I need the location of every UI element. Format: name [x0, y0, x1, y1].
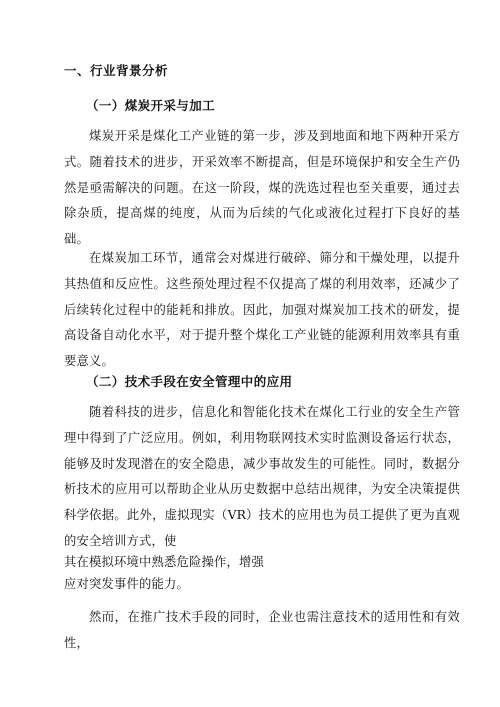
paragraph-coal-mining: 煤炭开采是煤化工产业链的第一步，涉及到地面和地下两种开采方式。随着技术的进步，开采效率不断提高，但是环境保护和安全生产仍然是亟需解决的问题。在这一阶段，煤的洗选过程也至关重要，通过去除杂质，提高煤的纯度，从而为后续的气化或液化过程打下良好的基础。	[64, 129, 460, 247]
paragraph-line-simulation: 其在模拟环境中熟悉危险操作，增强	[64, 555, 264, 569]
subsection-title-coal-mining: （一）煤炭开采与加工	[86, 98, 216, 113]
paragraph-safety-tech: 随着科技的进步，信息化和智能化技术在煤化工行业的安全生产管理中得到了广泛应用。例如，利用物联网技术实时监测设备运行状态，能够及时发现潜在的安全隐患，减少事故发生的可能性。同时，数据分析技术的应用可以帮助企业从历史数据中总结出规律，为安全决策提供科学依据。此外，虚拟现实（VR）技术的应用也为员工提供了更为直观的安全培训方式，使	[64, 405, 460, 548]
paragraph-line-emergency: 应对突发事件的能力。	[64, 577, 189, 591]
paragraph-promotion: 然而，在推广技术手段的同时，企业也需注意技术的适用性和有效性，	[64, 610, 460, 650]
section-heading: 一、行业背景分析	[64, 63, 169, 78]
paragraph-coal-processing: 在煤炭加工环节，通常会对煤进行破碎、筛分和干燥处理，以提升其热值和反应性。这些预处理过程不仅提高了煤的利用效率，还减少了后续转化过程中的能耗和排放。因此，加强对煤炭加工技术的研发，提高设备自动化水平，对于提升整个煤化工产业链的能源利用效率具有重要意义。	[64, 251, 460, 369]
subsection-title-safety-tech: （二）技术手段在安全管理中的应用	[86, 374, 293, 389]
